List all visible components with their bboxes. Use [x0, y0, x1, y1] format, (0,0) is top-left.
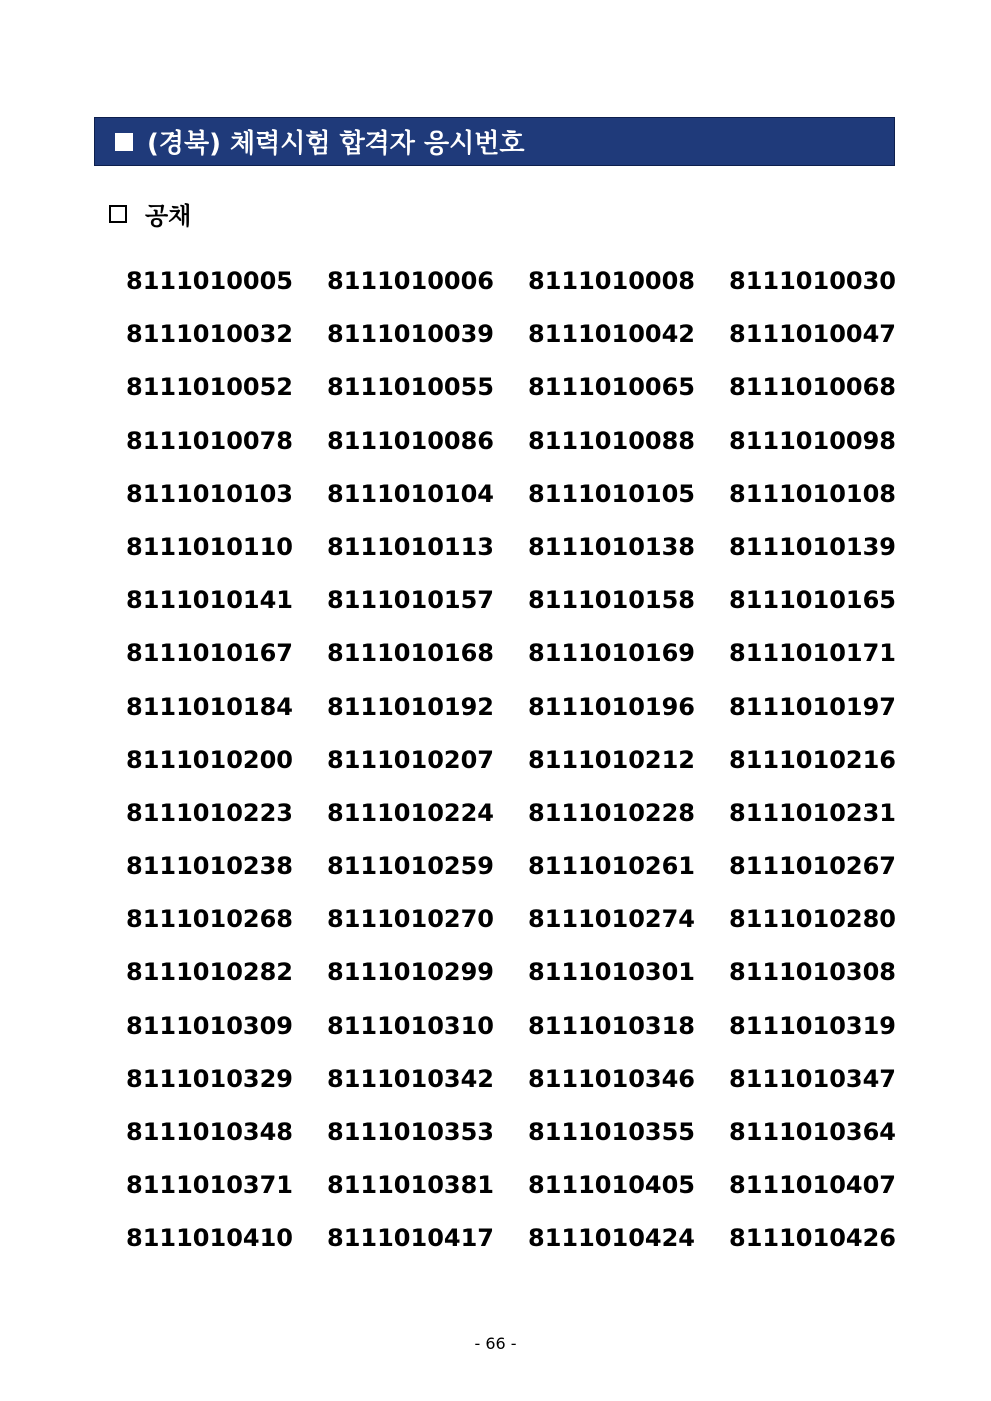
applicant-number: 8111010371 — [126, 1171, 293, 1200]
applicant-number: 8111010086 — [327, 426, 494, 455]
applicant-number: 8111010141 — [126, 586, 293, 615]
applicant-number: 8111010346 — [528, 1064, 695, 1093]
applicant-number: 8111010171 — [729, 639, 896, 668]
applicant-number: 8111010355 — [528, 1118, 695, 1146]
applicant-number: 8111010381 — [327, 1171, 494, 1200]
applicant-number: 8111010078 — [126, 426, 293, 455]
applicant-number: 8111010308 — [729, 958, 896, 987]
applicant-number: 8111010039 — [327, 320, 494, 349]
applicant-number: 8111010347 — [729, 1064, 896, 1093]
applicant-number: 8111010108 — [729, 479, 896, 508]
applicant-number: 8111010224 — [327, 798, 494, 827]
applicant-number: 8111010238 — [126, 852, 293, 881]
page-title: (경북) 체력시험 합격자 응시번호 — [147, 129, 525, 159]
applicant-number: 8111010309 — [126, 1011, 293, 1040]
applicant-number: 8111010042 — [528, 320, 695, 349]
applicant-number: 8111010270 — [327, 905, 494, 934]
applicant-number: 8111010353 — [327, 1118, 494, 1146]
applicant-number: 8111010005 — [126, 267, 293, 295]
applicant-number: 8111010196 — [528, 692, 695, 721]
applicant-number: 8111010424 — [528, 1224, 695, 1253]
applicant-number: 8111010105 — [528, 479, 695, 508]
empty-square-icon — [109, 205, 127, 223]
applicant-number: 8111010200 — [126, 745, 293, 774]
applicant-number: 8111010301 — [528, 958, 695, 987]
applicant-number: 8111010110 — [126, 532, 293, 561]
applicant-number: 8111010228 — [528, 798, 695, 827]
title-bar — [94, 117, 895, 166]
applicant-number: 8111010138 — [528, 532, 695, 561]
filled-square-icon — [115, 133, 133, 151]
applicant-number: 8111010055 — [327, 373, 494, 402]
applicant-number: 8111010410 — [126, 1224, 293, 1253]
applicant-number: 8111010348 — [126, 1118, 293, 1146]
section-heading-label: 공채 — [145, 202, 192, 230]
applicant-number: 8111010169 — [528, 639, 695, 668]
applicant-number: 8111010259 — [327, 852, 494, 881]
applicant-number: 8111010158 — [528, 586, 695, 615]
applicant-number: 8111010047 — [729, 320, 896, 349]
applicant-number: 8111010065 — [528, 373, 695, 402]
applicant-number: 8111010184 — [126, 692, 293, 721]
applicant-number: 8111010167 — [126, 639, 293, 668]
applicant-number: 8111010197 — [729, 692, 896, 721]
applicant-number: 8111010068 — [729, 373, 896, 402]
applicant-number: 8111010407 — [729, 1171, 896, 1200]
applicant-number: 8111010267 — [729, 852, 896, 881]
applicant-number: 8111010192 — [327, 692, 494, 721]
applicant-number: 8111010212 — [528, 745, 695, 774]
applicant-number: 8111010098 — [729, 426, 896, 455]
applicant-number: 8111010103 — [126, 479, 293, 508]
applicant-number: 8111010282 — [126, 958, 293, 987]
applicant-number: 8111010364 — [729, 1118, 896, 1146]
applicant-number: 8111010216 — [729, 745, 896, 774]
applicant-number: 8111010319 — [729, 1011, 896, 1040]
applicant-number: 8111010231 — [729, 798, 896, 827]
applicant-number: 8111010088 — [528, 426, 695, 455]
applicant-number: 8111010329 — [126, 1064, 293, 1093]
applicant-number: 8111010139 — [729, 532, 896, 561]
applicant-number: 8111010274 — [528, 905, 695, 934]
page-number: - 66 - — [474, 1334, 517, 1353]
applicant-number: 8111010157 — [327, 586, 494, 615]
applicant-number-grid — [126, 262, 896, 1273]
applicant-number: 8111010032 — [126, 320, 293, 349]
applicant-number: 8111010104 — [327, 479, 494, 508]
applicant-number: 8111010008 — [528, 267, 695, 295]
applicant-number: 8111010207 — [327, 745, 494, 774]
applicant-number: 8111010006 — [327, 267, 494, 295]
section-heading — [109, 196, 191, 231]
applicant-number: 8111010417 — [327, 1224, 494, 1253]
applicant-number: 8111010052 — [126, 373, 293, 402]
applicant-number: 8111010426 — [729, 1224, 896, 1253]
applicant-number: 8111010299 — [327, 958, 494, 987]
applicant-number: 8111010261 — [528, 852, 695, 881]
applicant-number: 8111010165 — [729, 586, 896, 615]
applicant-number: 8111010223 — [126, 798, 293, 827]
applicant-number: 8111010405 — [528, 1171, 695, 1200]
applicant-number: 8111010168 — [327, 639, 494, 668]
applicant-number: 8111010280 — [729, 905, 896, 934]
applicant-number: 8111010342 — [327, 1064, 494, 1093]
applicant-number: 8111010268 — [126, 905, 293, 934]
applicant-number: 8111010113 — [327, 532, 494, 561]
applicant-number: 8111010310 — [327, 1011, 494, 1040]
applicant-number: 8111010030 — [729, 267, 896, 295]
applicant-number: 8111010318 — [528, 1011, 695, 1040]
